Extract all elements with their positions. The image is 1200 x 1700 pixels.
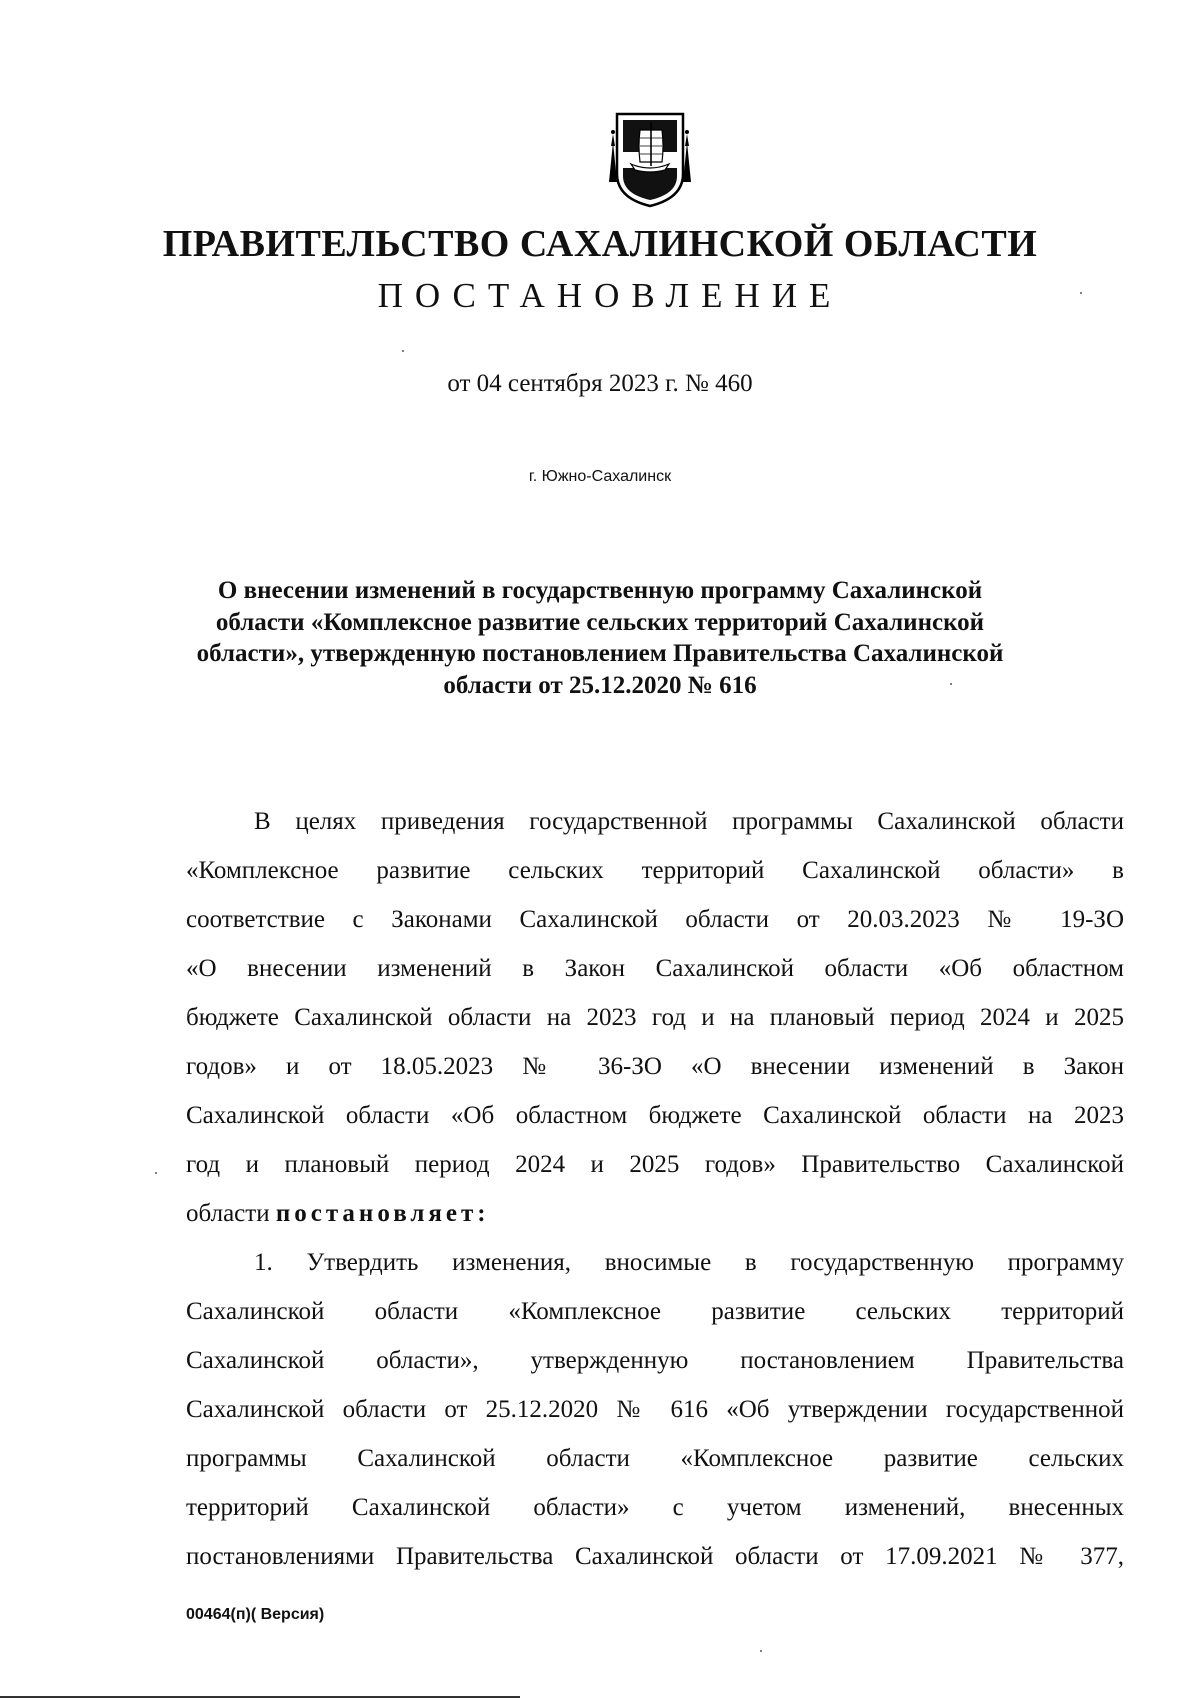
body-line: территорий Сахалинской области» с учетом изменений, внесенных <box>186 1494 1124 1521</box>
body-line: бюджете Сахалинской области на 2023 год и на плановый период 2024 и 2025 <box>186 1004 1124 1031</box>
scan-speck <box>1080 292 1082 294</box>
body-line: Сахалинской области», утвержденную постановлением Правительства <box>186 1347 1124 1374</box>
scan-speck <box>155 1172 157 1174</box>
body-line: Сахалинской области «Об областном бюджете Сахалинской области на 2023 <box>186 1102 1124 1129</box>
body-line: «О внесении изменений в Закон Сахалинской области «Об областном <box>186 955 1124 982</box>
body-line-resolves <box>186 1200 1124 1230</box>
body-line: постановлениями Правительства Сахалинской области от 17.09.2021 № 377, <box>186 1543 1124 1570</box>
body-line: Сахалинской области от 25.12.2020 № 616 «Об утверждении государственной <box>186 1396 1124 1423</box>
body-line: программы Сахалинской области «Комплексное развитие сельских <box>186 1445 1124 1472</box>
body-line: год и плановый период 2024 и 2025 годов» Правительство Сахалинской <box>186 1151 1124 1178</box>
body-line: 1. Утвердить изменения, вносимые в государственную программу <box>254 1249 1124 1276</box>
scan-edge-line <box>0 1696 520 1698</box>
organization-name: ПРАВИТЕЛЬСТВО САХАЛИНСКОЙ ОБЛАСТИ <box>162 223 1038 265</box>
body-line: соответствие с Законами Сахалинской области от 20.03.2023 № 19-ЗО <box>186 906 1124 933</box>
coat-of-arms-icon <box>607 112 693 208</box>
scan-speck <box>760 1650 762 1652</box>
body-line: годов» и от 18.05.2023 № 36-ЗО «О внесении изменений в Закон <box>186 1053 1124 1080</box>
body-line: Сахалинской области «Комплексное развитие сельских территорий <box>186 1298 1124 1325</box>
document-date-number: от 04 сентября 2023 г. № 460 <box>447 370 753 397</box>
scan-speck <box>402 350 404 352</box>
subject-line: области «Комплексное развитие сельских территорий Сахалинской <box>215 608 985 636</box>
document-city: г. Южно-Сахалинск <box>528 468 672 485</box>
document-subject <box>185 575 1015 701</box>
subject-line: области от 25.12.2020 № 616 <box>443 671 757 699</box>
scan-speck <box>950 683 952 685</box>
footer-document-code: 00464(п)( Версия) <box>186 1606 325 1623</box>
body-line: «Комплексное развитие сельских территорий Сахалинской области» в <box>186 857 1124 884</box>
subject-line: О внесении изменений в государственную программу Сахалинской <box>217 577 983 604</box>
resolves-word: постановляет: <box>275 1200 490 1227</box>
body-line: В целях приведения государственной программы Сахалинской области <box>254 808 1124 835</box>
body-line: области <box>186 1200 270 1227</box>
subject-line: области», утвержденную постановлением Правительства Сахалинской <box>196 640 1004 667</box>
document-type: ПОСТАНОВЛЕНИЕ <box>377 276 843 315</box>
